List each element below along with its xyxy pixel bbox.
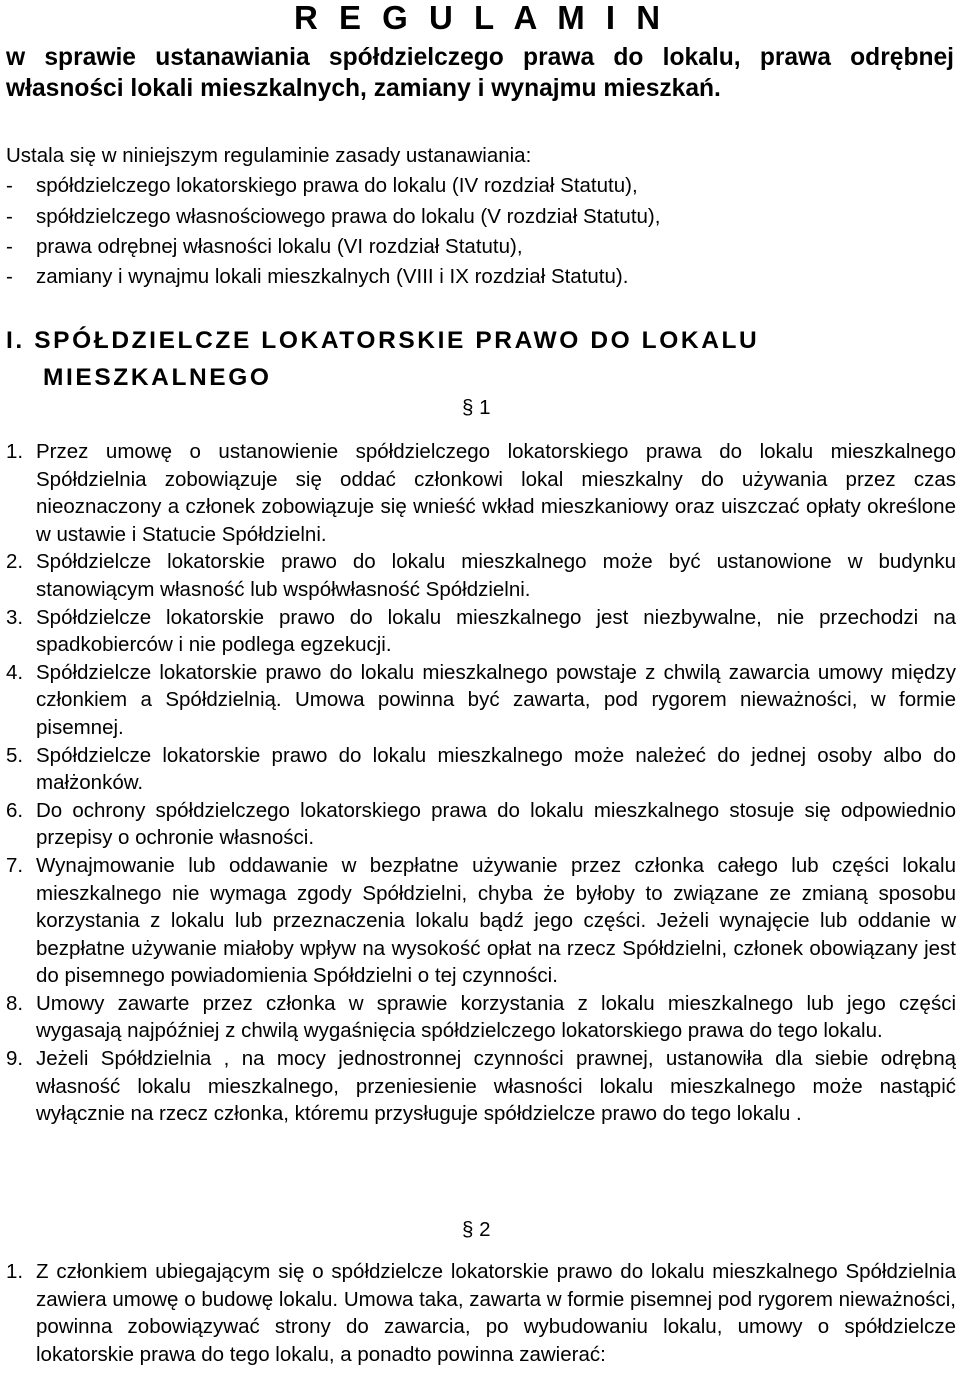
item-text: Spółdzielcze lokatorskie prawo do lokalu mieszkalnego może być ustanowione w budynku stanowiącym własność lub współwłasność Spółdzielni. [36, 550, 956, 601]
item-text: Spółdzielcze lokatorskie prawo do lokalu mieszkalnego może należeć do jednej osoby albo do małżonków. [36, 743, 956, 795]
paragraph-mark-1: § 1 [462, 396, 491, 419]
section-heading-line2: MIESZKALNEGO [43, 364, 272, 391]
item-text: Do ochrony spółdzielczego lokatorskiego prawa do lokalu mieszkalnego stosuje się odpowiednio przepisy o ochronie własności. [36, 798, 956, 850]
item-number: 1. [6, 440, 24, 463]
item-number: 6. [6, 798, 24, 822]
item-text: Spółdzielcze lokatorskie prawo do lokalu mieszkalnego powstaje z chwilą zawarcia umowy między członkiem a Spółdzielnią. Umowa powinna być zawarta, pod rygorem nieważności, w formie pisemnej. [36, 660, 956, 739]
item-number: 4. [6, 660, 24, 684]
list-item [6, 742, 956, 797]
item-number: 3. [6, 605, 24, 629]
intro-list-item [6, 232, 954, 262]
list-dash: - [6, 204, 13, 228]
section-heading-line1: I. SPÓŁDZIELCZE LOKATORSKIE PRAWO DO LOKALU [6, 327, 760, 354]
item-text: Wynajmowanie lub oddawanie w bezpłatne używanie przez członka całego lub części lokalu mieszkalnego nie wymaga zgody Spółdzielni, chyba że byłoby to związane ze zmianą sposobu korzystania z lokalu lub przeznaczenia lokalu bądź jego części. Jeżeli wynajęcie lub oddanie w bezpłatne używanie miałoby wpływ na wysokość opłat na rzecz Spółdzielni, członek obowiązany jest do pisemnego powiadomienia Spółdzielni o tej czynności. [36, 853, 956, 988]
list-dash: - [6, 234, 13, 258]
intro-list-item [6, 202, 954, 232]
intro-list-item [6, 171, 954, 201]
intro-item-text: spółdzielczego własnościowego prawa do lokalu (V rozdział Statutu), [36, 204, 661, 228]
list-item [6, 438, 956, 548]
intro-list-item [6, 262, 954, 292]
list-dash: - [6, 265, 13, 289]
item-text: Przez umowę o ustanowienie spółdzielczego lokatorskiego prawa do lokalu mieszkalnego Spółdzielnia zobowiązuje się oddać członkowi lokal mieszkalny do używania przez czas nieoznaczony a członek zobowiązuje się wnieść wkład mieszkaniowy oraz uiszczać opłaty określone w ustawie i Statucie Spółdzielni. [36, 440, 956, 546]
item-number: 2. [6, 550, 24, 574]
intro-block [6, 141, 954, 292]
item-number: 5. [6, 743, 24, 767]
paragraph-mark-2: § 2 [462, 1218, 491, 1241]
item-text: Z członkiem ubiegającym się o spółdzielcze lokatorskie prawo do lokalu mieszkalnego Spółdzielnia zawiera umowę o budowę lokalu. Umowa taka, zawarta w formie pisemnej pod rygorem nieważności, powinna zobowiązywać strony do zawarcia, po wybudowaniu lokalu, umowy o spółdzielcze lokatorskie prawa do tego lokalu, a ponadto powinna zawierać: [36, 1260, 956, 1366]
intro-item-text: zamiany i wynajmu lokali mieszkalnych (VIII i IX rozdział Statutu). [36, 265, 629, 289]
list-item [6, 990, 956, 1045]
paragraph-2-list [6, 1258, 956, 1368]
document-subtitle: w sprawie ustanawiania spółdzielczego prawa do lokalu, prawa odrębnej własności lokali mieszkalnych, zamiany i wynajmu mieszkań. [6, 44, 954, 102]
item-text: Spółdzielcze lokatorskie prawo do lokalu mieszkalnego jest niezbywalne, nie przechodzi na spadkobierców i nie podlega egzekucji. [36, 605, 956, 657]
section-heading [6, 322, 954, 396]
list-item [6, 797, 956, 852]
list-item [6, 604, 956, 659]
list-item [6, 1045, 956, 1128]
list-item [6, 659, 956, 742]
paragraph-1-list [6, 438, 956, 1128]
list-dash: - [6, 174, 13, 198]
document-title: R E G U L A M I N [293, 0, 667, 36]
item-text: Jeżeli Spółdzielnia , na mocy jednostronnej czynności prawnej, ustanowiła dla siebie odrębną własność lokalu mieszkalnego, przeniesienie własności lokalu mieszkalnego może nastąpić wyłącznie na rzecz członka, któremu przysługuje spółdzielcze prawo do tego lokalu . [36, 1047, 956, 1126]
list-item [6, 852, 956, 990]
list-item [6, 1258, 956, 1368]
item-text: Umowy zawarte przez członka w sprawie korzystania z lokalu mieszkalnego lub jego części wygasają najpóźniej z chwilą wygaśnięcia spółdzielczego lokatorskiego prawa do tego lokalu. [36, 991, 956, 1043]
item-number: 1. [6, 1260, 24, 1283]
list-item [6, 548, 956, 603]
item-number: 7. [6, 853, 24, 877]
intro-lead: Ustala się w niniejszym regulaminie zasady ustanawiania: [6, 144, 532, 167]
intro-item-text: prawa odrębnej własności lokalu (VI rozdział Statutu), [36, 234, 523, 258]
intro-item-text: spółdzielczego lokatorskiego prawa do lokalu (IV rozdział Statutu), [36, 174, 638, 198]
item-number: 8. [6, 991, 24, 1015]
item-number: 9. [6, 1047, 24, 1071]
